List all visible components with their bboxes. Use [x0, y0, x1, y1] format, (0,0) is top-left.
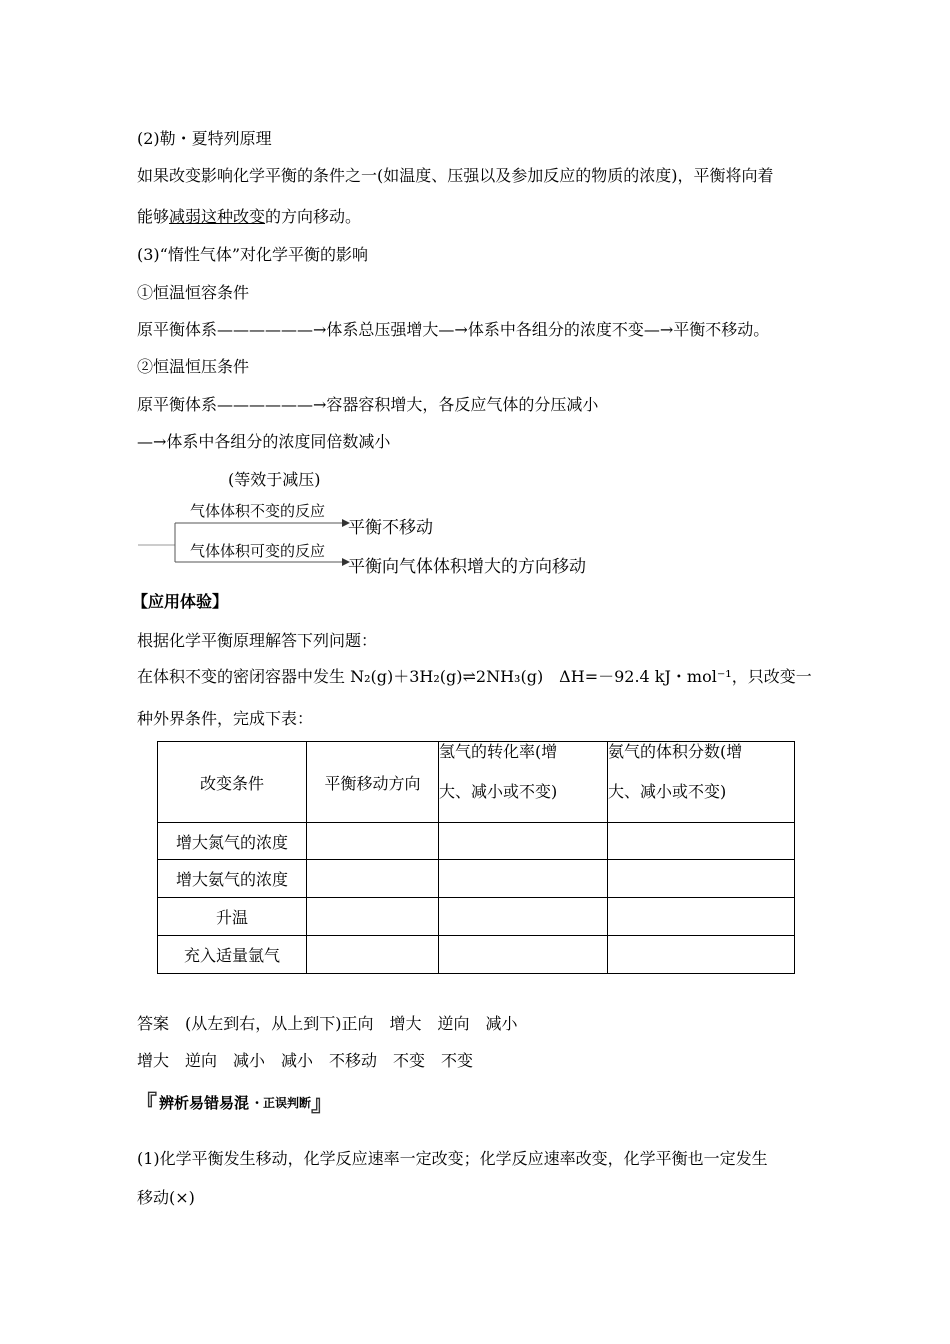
row-h2-cell[interactable] — [439, 860, 608, 898]
header-nh3-fraction — [608, 742, 795, 823]
row-direction-cell[interactable] — [307, 860, 439, 898]
case2-flow1: 原平衡体系——————→容器容积增大，各反应气体的分压减小 — [137, 395, 599, 414]
reaction-line: 在体积不变的密闭容器中发生 N₂(g)＋3H₂(g)⇌2NH₃(g) ΔH=－92.4 kJ・mol⁻¹，只改变一 — [137, 667, 812, 686]
le-chatelier-line2 — [137, 207, 361, 227]
judgement-item1-line1: (1)化学平衡发生移动，化学反应速率一定改变；化学反应速率改变，化学平衡也一定发生 — [137, 1149, 768, 1168]
row-h2-cell[interactable] — [439, 898, 608, 936]
table-row — [158, 860, 795, 898]
analysis-banner — [135, 1089, 333, 1115]
equiv-note: (等效于减压) — [228, 470, 321, 489]
data-table — [157, 741, 795, 974]
reaction-line2: 种外界条件，完成下表： — [137, 709, 314, 728]
table-row — [158, 898, 795, 936]
branch2-condition: 气体体积可变的反应 — [190, 542, 326, 560]
branch2-result: 平衡向气体体积增大的方向移动 — [348, 557, 586, 577]
row-direction-cell[interactable] — [307, 936, 439, 974]
practice-heading: 【应用体验】 — [132, 592, 229, 611]
row-condition: 增大氨气的浓度 — [158, 860, 307, 898]
le-chatelier-line1: 如果改变影响化学平衡的条件之一(如温度、压强以及参加反应的物质的浓度)，平衡将向着 — [137, 166, 774, 185]
case2-flow2: —→体系中各组分的浓度同倍数减小 — [137, 432, 391, 451]
banner-right-bracket: 』 — [311, 1091, 334, 1117]
row-condition: 充入适量氩气 — [158, 936, 307, 974]
line2-pre: 能够 — [137, 207, 170, 226]
table-header-row — [158, 742, 795, 823]
row-h2-cell[interactable] — [439, 823, 608, 860]
row-condition: 升温 — [158, 898, 307, 936]
table-row — [158, 936, 795, 974]
row-nh3-cell[interactable] — [608, 823, 795, 860]
underlined-phrase: 减弱这种改变 — [169, 207, 266, 226]
answer-line2: 增大 逆向 减小 减小 不移动 不变 不变 — [137, 1051, 474, 1070]
header-direction: 平衡移动方向 — [307, 742, 439, 823]
case1-title: ①恒温恒容条件 — [137, 283, 250, 302]
banner-left-bracket: 『 — [135, 1091, 158, 1117]
header3-line1: 氢气的转化率(增 — [439, 742, 558, 761]
branch1-result: 平衡不移动 — [348, 518, 433, 538]
branch1-condition: 气体体积不变的反应 — [190, 502, 326, 520]
row-condition: 增大氮气的浓度 — [158, 823, 307, 860]
banner-subtitle: ・正误判断 — [251, 1095, 312, 1110]
practice-intro: 根据化学平衡原理解答下列问题： — [137, 631, 378, 650]
header-h2-conversion — [439, 742, 608, 823]
answer-line1: 答案 (从左到右，从上到下)正向 增大 逆向 减小 — [137, 1014, 518, 1033]
row-nh3-cell[interactable] — [608, 898, 795, 936]
row-nh3-cell[interactable] — [608, 860, 795, 898]
row-nh3-cell[interactable] — [608, 936, 795, 974]
header3-line2: 大、减小或不变) — [439, 782, 558, 801]
row-h2-cell[interactable] — [439, 936, 608, 974]
header4-line2: 大、减小或不变) — [608, 782, 727, 801]
header4-line1: 氨气的体积分数(增 — [608, 742, 743, 761]
section2-heading: (2)勒・夏特列原理 — [137, 129, 272, 148]
row-direction-cell[interactable] — [307, 823, 439, 860]
table-row — [158, 823, 795, 860]
line2-post: 的方向移动。 — [265, 207, 362, 226]
judgement-item1-line2: 移动(×) — [137, 1188, 195, 1207]
banner-title: 辨析易错易混 — [159, 1093, 250, 1112]
header-condition: 改变条件 — [158, 742, 307, 823]
case1-flow: 原平衡体系——————→体系总压强增大—→体系中各组分的浓度不变—→平衡不移动。 — [137, 320, 770, 339]
row-direction-cell[interactable] — [307, 898, 439, 936]
case2-title: ②恒温恒压条件 — [137, 357, 250, 376]
section3-heading: (3)“惰性气体”对化学平衡的影响 — [137, 245, 369, 264]
